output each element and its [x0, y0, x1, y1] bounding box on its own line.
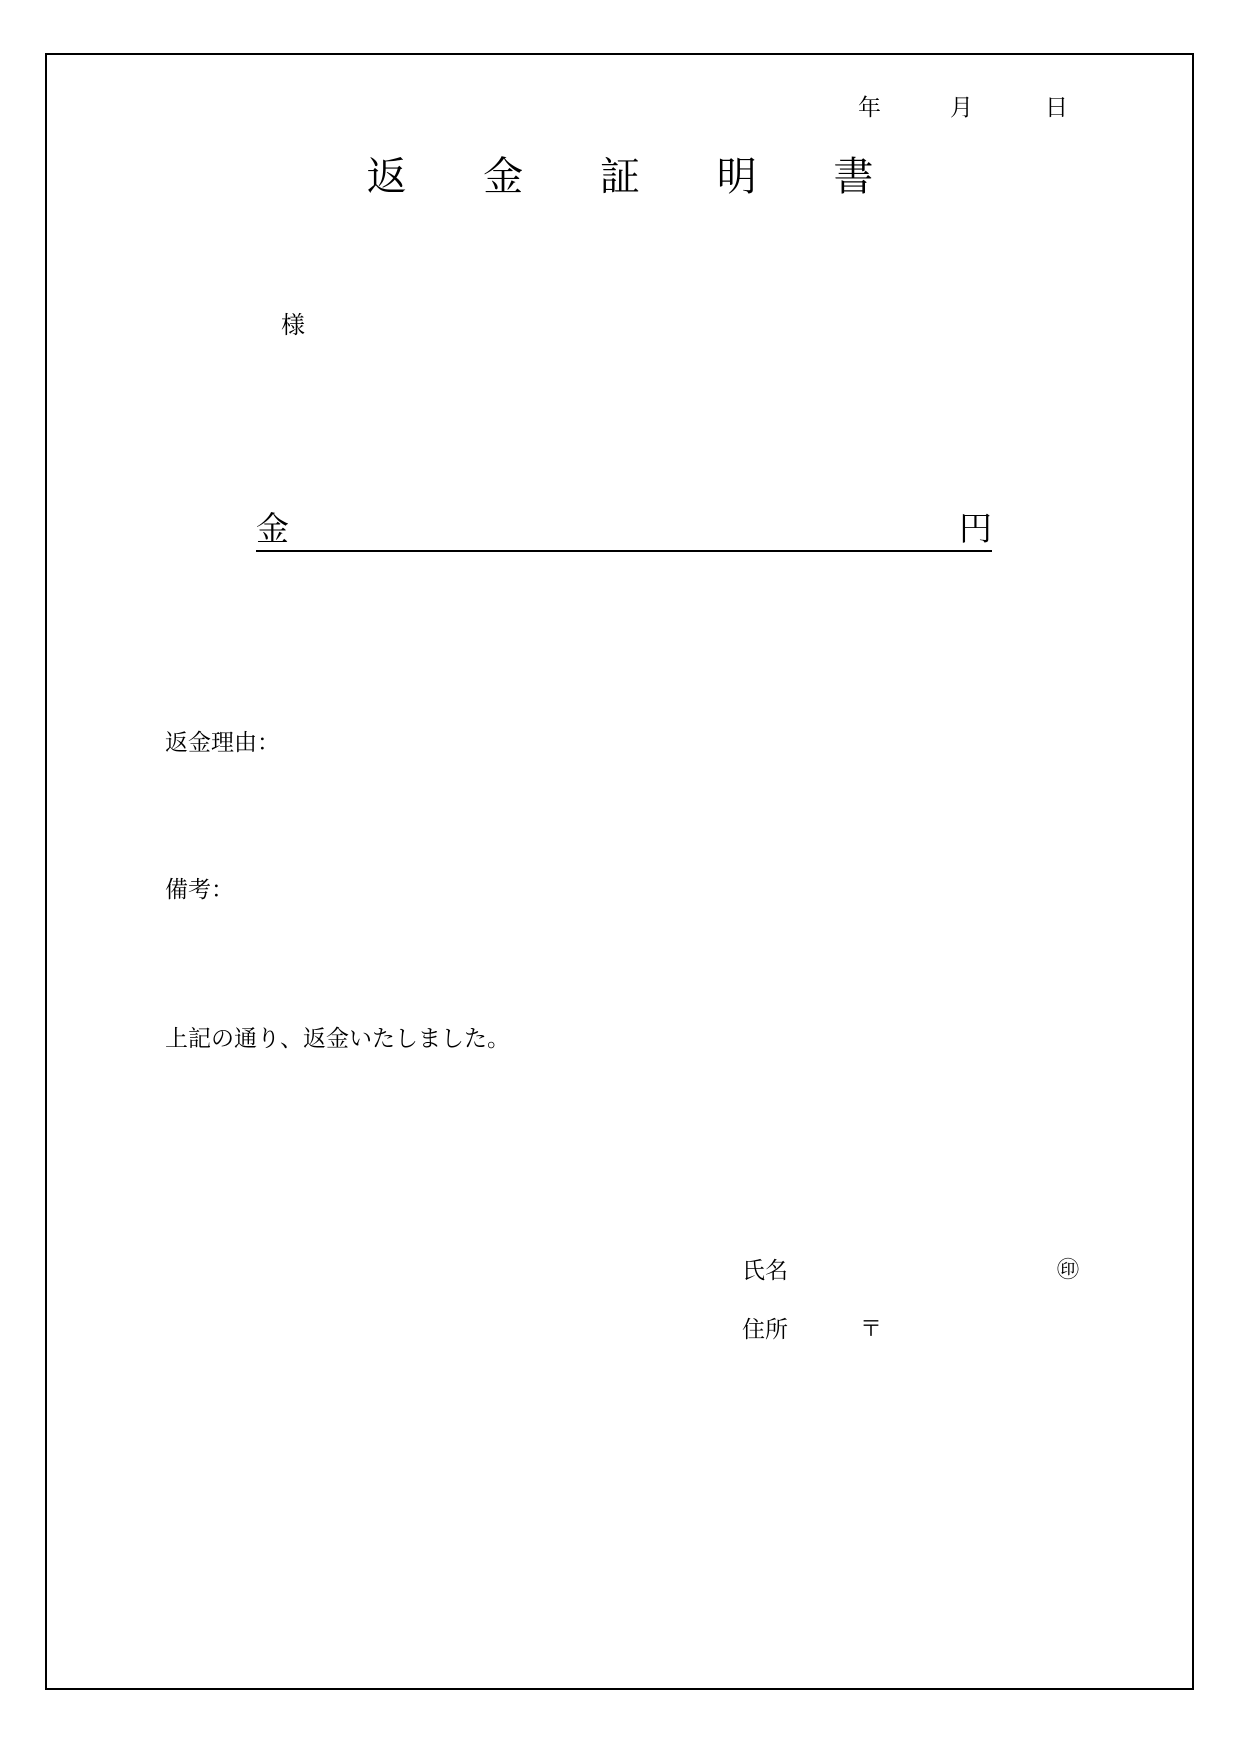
- date-year-label: 年: [858, 95, 881, 121]
- name-label: 氏名: [742, 1258, 788, 1284]
- amount-unit: 円: [959, 509, 992, 548]
- recipient-honorific: 様: [281, 311, 305, 339]
- postal-mark-icon: 〒: [860, 1317, 883, 1342]
- confirmation-statement: 上記の通り、返金いたしました。: [165, 1026, 510, 1052]
- amount-line: [256, 509, 992, 552]
- document-border: [45, 53, 1194, 1690]
- address-label: 住所: [742, 1317, 788, 1343]
- date-month-label: 月: [950, 95, 973, 121]
- document-title: 返 金 証 明 書: [366, 154, 906, 200]
- seal-icon: ㊞: [1057, 1258, 1080, 1283]
- amount-prefix: 金: [256, 509, 289, 548]
- refund-reason-label: 返金理由：: [165, 730, 280, 756]
- remarks-label: 備考：: [165, 877, 234, 903]
- date-day-label: 日: [1045, 95, 1068, 121]
